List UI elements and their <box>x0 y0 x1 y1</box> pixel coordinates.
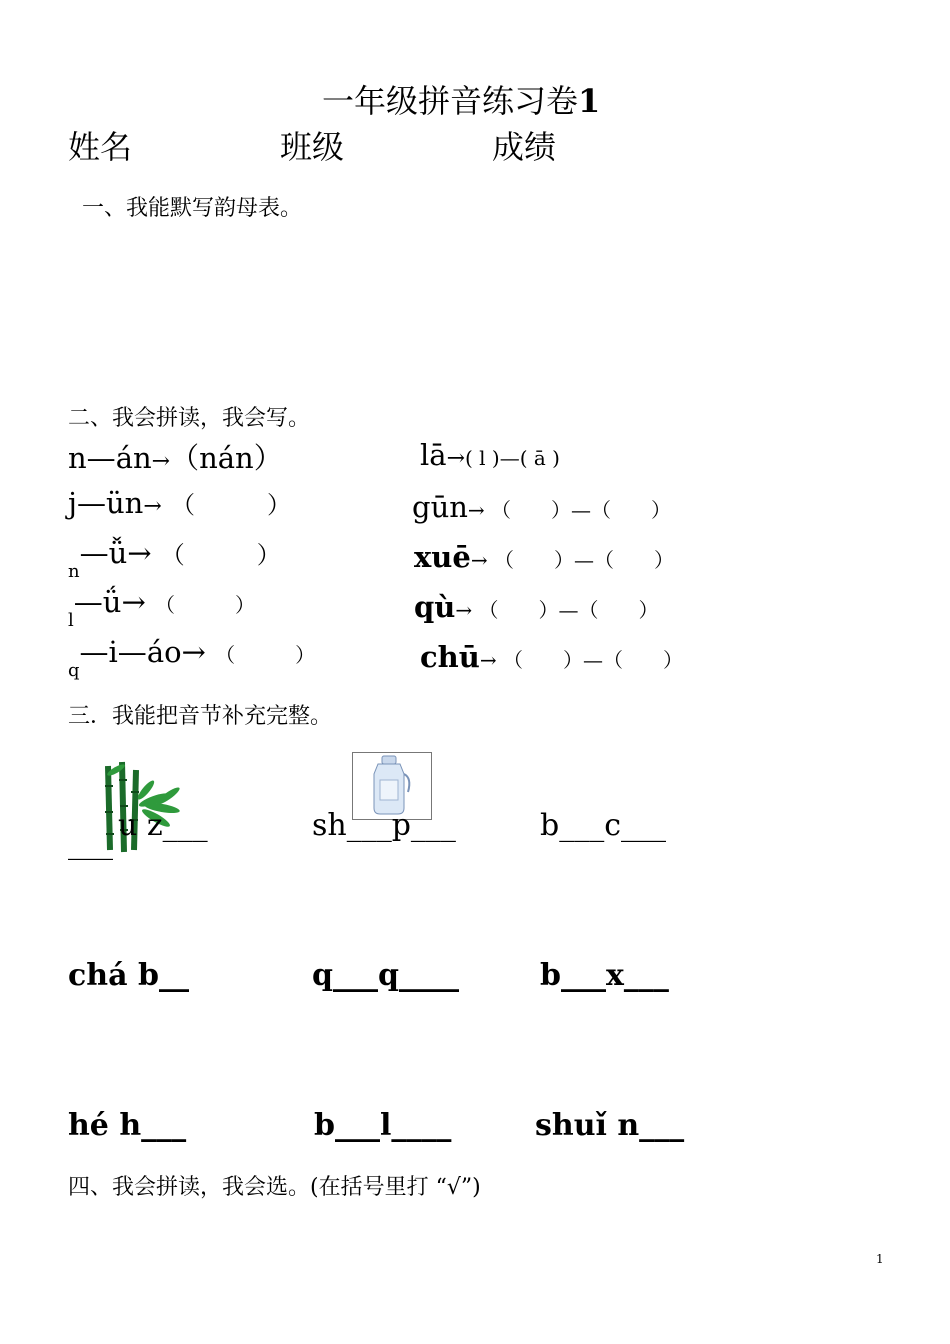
spell-row-2-right <box>412 490 671 524</box>
r5-syllable: chū <box>420 640 480 674</box>
score-label: 成绩 <box>492 128 557 166</box>
r2-blank: （ ） <box>171 491 292 519</box>
fill-c3: shuǐ n___ <box>535 1108 685 1143</box>
r1-syllable: lā <box>420 438 447 472</box>
arrow-icon: → <box>143 494 162 519</box>
spell-row-3-right <box>414 540 674 574</box>
r5-medial: —i— <box>79 635 147 669</box>
r4-syllable: qù <box>414 590 456 624</box>
spell-row-5-left <box>68 635 316 681</box>
fill-c2: b___l____ <box>314 1108 452 1143</box>
r3-initial: n <box>68 561 80 582</box>
section-4-heading: 四、我会拼读，我会选。(在括号里打 “√”) <box>68 1175 481 1200</box>
r4-blank: （ ） <box>154 593 255 617</box>
r2-right-blanks: → （ ）—（ ） <box>467 498 672 522</box>
r1-right-answer: ( l )—( ā ) <box>465 446 560 470</box>
r2-final: ün <box>106 486 144 520</box>
r3-right-blanks: → （ ）—（ ） <box>470 548 674 572</box>
section-1-heading: 一、我能默写韵母表。 <box>82 196 303 221</box>
spell-row-2-left <box>68 485 291 520</box>
name-label: 姓名 <box>68 128 133 166</box>
section-2-heading: 二、我会拼读，我会写。 <box>68 406 311 431</box>
r1-answer: （nán） <box>170 441 283 475</box>
r5-right-blanks: → （ ）—（ ） <box>479 648 683 672</box>
r3-syllable: xuē <box>414 540 471 574</box>
fill-b3: b___x___ <box>540 958 669 993</box>
r1-final: án <box>115 441 152 475</box>
arrow-icon: → <box>446 446 466 471</box>
title-number: 1 <box>578 82 601 120</box>
arrow-icon: → <box>151 449 171 474</box>
class-label: 班级 <box>280 128 345 166</box>
spell-row-1-left <box>68 436 283 477</box>
section-3-heading: 三．我能把音节补充完整。 <box>68 704 333 729</box>
r4-right-blanks: → （ ）—（ ） <box>455 598 659 622</box>
page-title <box>322 76 600 122</box>
r5-initial: q <box>68 660 80 681</box>
r2-initial: j— <box>68 486 106 520</box>
r3-blank: （ ） <box>160 541 281 569</box>
r5-blank: （ ） <box>215 643 316 667</box>
spell-row-3-left <box>68 535 281 582</box>
r2-syllable: gūn <box>412 490 468 524</box>
spell-row-1-right <box>420 438 560 472</box>
r4-final: —ǘ→ <box>73 585 146 619</box>
r1-initial: n— <box>68 441 116 475</box>
fill-b2: q___q____ <box>312 958 459 993</box>
spell-row-5-right <box>420 640 683 674</box>
r5-final: áo→ <box>146 635 206 669</box>
spell-row-4-right <box>414 590 659 624</box>
r4-initial: l <box>68 610 74 631</box>
r3-final: —ǚ→ <box>79 536 152 570</box>
fill-b1: chá b__ <box>68 958 189 993</box>
fill-c1: hé h___ <box>68 1108 187 1143</box>
fill-a3: b___c___ <box>540 808 667 843</box>
fill-a1: u z___ <box>118 808 208 843</box>
fill-a2: sh___p___ <box>312 808 456 843</box>
spell-row-4-left <box>68 585 255 631</box>
title-text: 一年级拼音练习卷 <box>322 82 579 120</box>
fill-a1-lead: ___ <box>68 826 113 861</box>
page-number: 1 <box>876 1252 884 1266</box>
